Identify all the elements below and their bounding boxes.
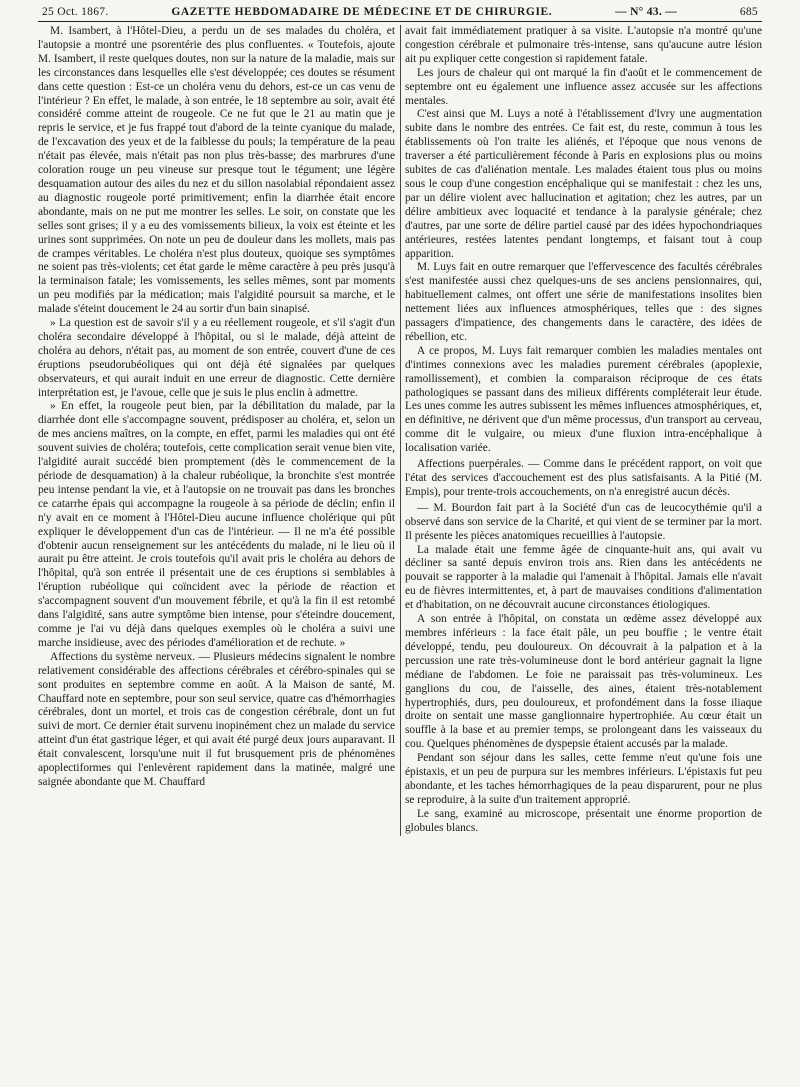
header-rule — [38, 21, 762, 22]
paragraph: M. Luys fait en outre remarquer que l'effervescence des facultés cérébrales s'est manifestée aussi chez quelques-uns de ses anciens pensionnaires, qui, habituellement calmes, ont offert une série de manifestations insolites bien nettement liées aux influences atmosphériques, telles que : des signes passagers d'impatience, des changements dans le caractère, des idées de rébellion, etc. — [405, 261, 762, 343]
paragraph: » En effet, la rougeole peut bien, par la débilitation du malade, par la diarrhée dont elle s'accompagne souvent, prédisposer au choléra, et, selon un de mes anciens maîtres, on la compte, en effet, parmi les maladies qui ont été souvent suivies de choléra; toutefois, cette complication serait venue bien vite, l'algidité aurait succédé bien promptement (dès le commencement de la période de desquamation) à la chaleur rubéolique, la bronchite s'est montrée peu intense pendant la vie, et à l'autopsie on ne trouvait pas dans les bronches ce catarrhe épais qui accompagne la rougeole à sa période de déclin; enfin il n'y avait en ce moment à l'Hôtel-Dieu aucune influence cholérique qui pût expliquer le développement d'un cas de l'intérieur. — Il ne m'a été possible d'obtenir aucun renseignement sur les antécédents du malade, ni le lieu où il aurait pu être atteint. Je crois toutefois qu'il avait pris le choléra au dehors de l'hôpital, qu'à son entrée il présentait une de ces éruptions si semblables à l'éruption rubéolique qui coïncident avec la période de réaction et s'accompagnent souvent d'un mouvement fébrile, et qu'à la fin il est retombé dans l'algidité, sans autre symptôme bien intense, pour s'éteindre doucement, comme je l'ai vu déjà dans quelques exemples où le choléra a suivi une marche insidieuse, avec des périodes d'amélioration et de rechute. » — [38, 400, 395, 649]
paragraph: — M. Bourdon fait part à la Société d'un cas de leucocythémie qu'il a observé dans son service de la Charité, et qui vient de se terminer par la mort. Il présente les pièces anatomiques recueillies à l'autopsie. — [405, 501, 762, 542]
paragraph: La malade était une femme âgée de cinquante-huit ans, qui avait vu décliner sa santé depuis environ trois ans. Rien dans les antécédents ne pouvait se rapporter à la maladie qui l'amenait à l'hôpital. Jamais elle n'avait eu de fièvres intermittentes, et, à part de mauvaises conditions d'alimentation et d'habitation, on ne découvrait aucune circonstances étiologiques. — [405, 543, 762, 612]
paragraph: C'est ainsi que M. Luys a noté à l'établissement d'Ivry une augmentation subite dans le nombre des entrées. Ce fait est, du reste, commun à tous les établissements où l'on traite les aliénés, et l'époque que nous venons de traverser a été particulièrement féconde à Paris en explosions plus ou moins subites de cas d'aliénation mentale. Les malades étaient tous plus ou moins sous le coup d'une congestion encéphalique qui se manifestait : chez les uns, par un délire violent avec hallucination et agitation; chez les autres, par un délire ambitieux avec loquacité et tendance à la paralysie générale; chez d'autres, par une sorte de délire partiel causé par des idées hypochondriaques antérieures, restées latentes pendant longtemps, et faisant tout à coup apparition. — [405, 108, 762, 260]
header-title: GAZETTE HEBDOMADAIRE DE MÉDECINE ET DE CHIRURGIE. — [171, 6, 553, 18]
left-column — [38, 25, 395, 836]
paragraph: Affections du système nerveux. — Plusieurs médecins signalent le nombre relativement considérable des affections cérébrales et cérébro-spinales qui se sont produites en septembre comme en août. A la Maison de santé, M. Chauffard note en septembre, pour son seul service, quatre cas d'hémorrhagies cérébrales, dont un mortel, et trois cas de congestion cérébrale, dont un fut suivi de mort. Ce dernier était survenu inopinément chez un malade du service atteint d'un état gastrique léger, et qui avait été purgé deux jours auparavant. Il était convalescent, lorsqu'une nuit il fut brusquement pris de phénomènes apoplectiformes qui l'enlevèrent rapidement dans la matinée, malgré une saignée abondante que M. Chauffard — [38, 650, 395, 788]
right-column — [405, 25, 762, 836]
paragraph: avait fait immédiatement pratiquer à sa visite. L'autopsie n'a montré qu'une congestion cérébrale et pulmonaire très-intense, sans qu'aucune autre lésion ait pu expliquer cette congestion si rapidement fatale. — [405, 25, 762, 65]
paragraph: Pendant son séjour dans les salles, cette femme n'eut qu'une fois une épistaxis, et un peu de purpura sur les membres inférieurs. L'épistaxis fut peu abondante, et les taches hémorrhagiques de la peau disparurent, pour ne plus se reproduire, à la suite d'un traitement approprié. — [405, 752, 762, 806]
header-issue: — N° 43. — — [615, 6, 677, 18]
columns — [38, 25, 762, 836]
column-divider — [400, 25, 401, 836]
paragraph: Les jours de chaleur qui ont marqué la fin d'août et le commencement de septembre ont eu également une influence assez accusée sur les affections mentales. — [405, 66, 762, 107]
paragraph: M. Isambert, à l'Hôtel-Dieu, a perdu un de ses malades du choléra, et l'autopsie a montré une psorentérie des plus confluentes. « Toutefois, ajoute M. Isambert, il reste quelques doutes, non sur la nature de la maladie, mais sur les circonstances dans lesquelles elle s'est développée; ces doutes se résument dans cette question : Est-ce un choléra venu du dehors, est-ce un cas venu de l'intérieur ? En effet, le malade, à son entrée, le 18 septembre au soir, avait été considéré comme atteint de rougeole. Ce ne fut que le 21 au matin que je repris le service, et je fus frappé tout d'abord de la teinte cyanique du malade, de l'excavation des yeux et de la faiblesse du pouls; la température de la peau n'était pas élevée, mais n'était pas non plus très-basse; des marbrures d'une coloration rouge un peu vineuse sur presque tout le tégument; une légère desquamation autour des ailes du nez et du sillon nasolabial répondaient assez au diagnostic rougeole porté primitivement; enfin la diarrhée était encore abondante, mais on ne put me montrer les selles. Le soir, on constate que les selles sont grises; il y a eu des vomissements bilieux, la voix est éteinte et les urines sont supprimées. On note un peu de douleur dans les mollets, mais pas de crampes véritables. Le choléra n'est plus douteux, quoique ses symptômes ne soient pas très-violents; cet état garde le même caractère à peu près jusqu'à la terminaison fatale; les vomissements, les selles mêmes, sont par moments un peu modifiés par la médication; mais l'algidité poursuit sa marche, et le malade s'éteint doucement le 24 au sortir d'un bain sinapisé. — [38, 25, 395, 316]
paragraph: Le sang, examiné au microscope, présentait une énorme proportion de globules blancs. — [405, 807, 762, 834]
header-date: 25 Oct. 1867. — [42, 6, 109, 18]
paragraph: A ce propos, M. Luys fait remarquer combien les maladies mentales ont d'intimes connexions avec les maladies purement cérébrales (apoplexie, ramollissement), et combien la comparaison réciproque de ces états pathologiques se passant dans des milieux différents compléterait leur étude. Les unes comme les autres subissent les mêmes influences atmosphériques, et, en définitive, ne dérivent que d'un même processus, d'un transport au cerveau, comme dit le vulgaire, ou mieux d'une fluxion intra-encéphalique à localisation variée. — [405, 344, 762, 455]
paragraph: Affections puerpérales. — Comme dans le précédent rapport, on voit que l'état des services d'accouchement est des plus satisfaisants. A la Pitié (M. Empis), pour trente-trois accouchements, on n'a enregistré aucun décès. — [405, 458, 762, 498]
paragraph: A son entrée à l'hôpital, on constata un œdème assez développé aux membres inférieurs : la face était pâle, un peu bouffie ; le ventre était développé, tendu, peu douloureux. On découvrait à la palpation et à la percussion une rate très-volumineuse dont le bord antérieur gagnait la ligne médiane de l'abdomen. Le foie ne paraissait pas très-volumineux. Les ganglions du cou, de l'aisselle, des aines, étaient très-notablement hypertrophiés, durs, peu douloureux, et profondément dans la fosse iliaque droite on sentait une masse ganglionnaire hypertrophiée. Au cœur était un souffle à la base et au premier temps, se prolongeant dans les vaisseaux du cou. Quelques phénomènes de dyspepsie étaient accusés par la malade. — [405, 613, 762, 751]
header-page-number: 685 — [739, 6, 758, 18]
running-header — [38, 6, 762, 21]
paragraph: » La question est de savoir s'il y a eu réellement rougeole, et s'il s'agit d'un choléra secondaire développé à l'hôpital, ou si le malade, déjà atteint de choléra au dehors, n'était pas, au moment de son entrée, couvert d'une de ces éruptions pseudorubéoliques qui ont déjà été signalées par quelques observateurs, et qui aurait induit en une erreur de diagnostic. Cette dernière interprétation est, je l'avoue, celle que je suis le plus enclin à admettre. — [38, 317, 395, 399]
